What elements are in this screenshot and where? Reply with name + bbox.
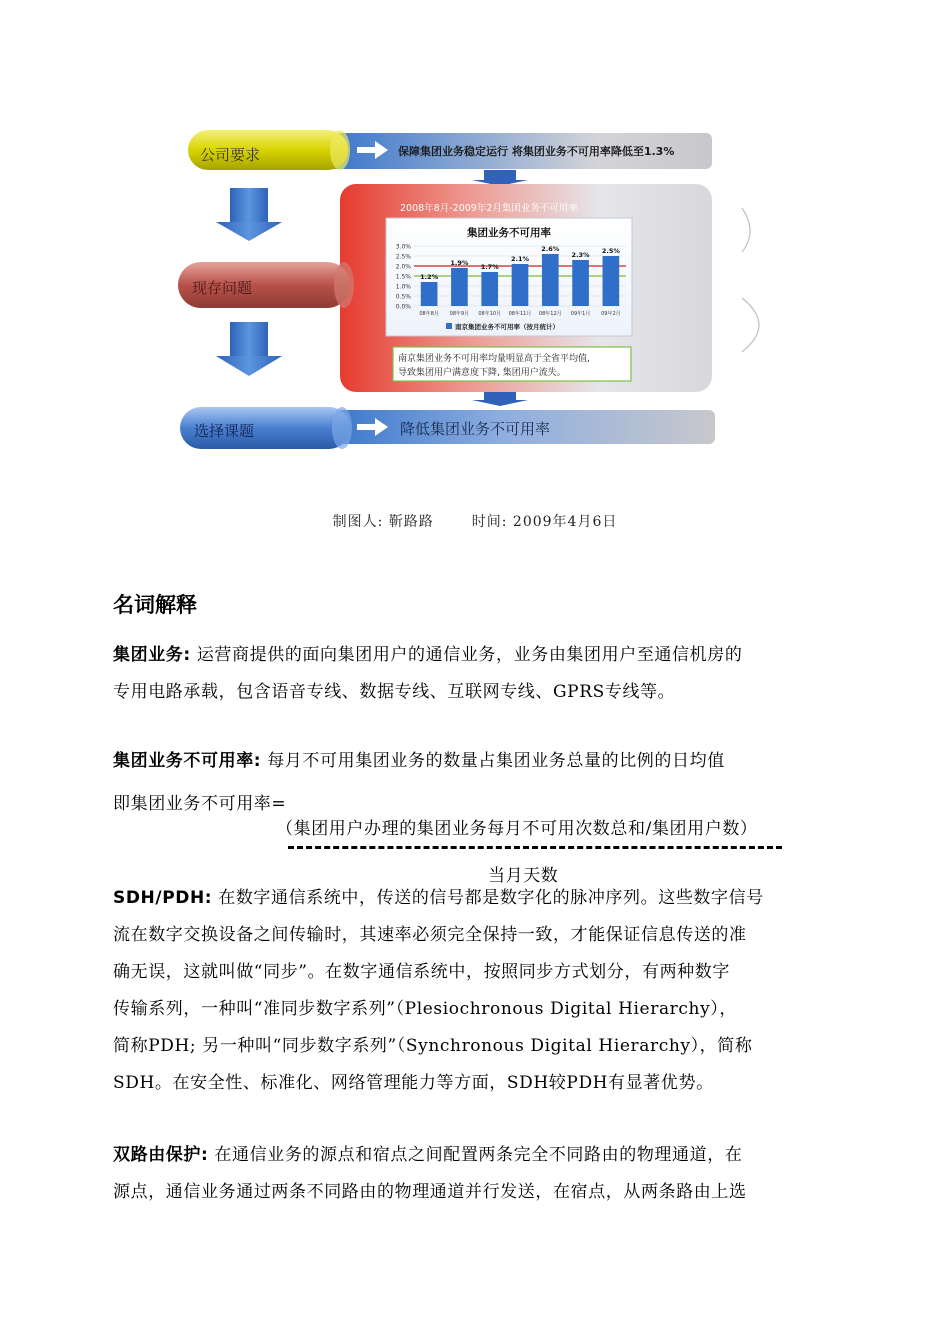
down-arrow-1-icon <box>216 188 282 241</box>
down-arrow-2-icon <box>216 322 282 376</box>
def3-line2: 流在数字交换设备之间传输时，其速率必须完全保持一致，才能保证信息传送的准 <box>113 925 747 945</box>
y-tick-label: 0.5% <box>395 293 411 301</box>
stage3-text: 降低集团业务不可用率 <box>400 420 551 438</box>
def3-line5: 简称PDH; 另一种叫“同步数字系列”（Synchronous Digital Hierarchy），简称 <box>113 1036 753 1056</box>
stage1-label: 公司要求 <box>200 146 261 164</box>
formula-numerator: （集团用户办理的集团业务每月不可用次数总和/集团用户数） <box>276 819 758 839</box>
x-tick-label: 09年2月 <box>601 311 621 317</box>
term-unavailability-rate: 集团业务不可用率: <box>113 751 262 771</box>
stage1-text: 保障集团业务稳定运行 将集团业务不可用率降低至1.3% <box>398 145 675 158</box>
formula-denominator: 当月天数 <box>488 866 559 886</box>
section-title: 名词解释 <box>113 593 197 617</box>
bar-value-label: 2.6% <box>541 245 560 253</box>
chart-bar <box>572 260 589 306</box>
chart-legend <box>446 322 559 331</box>
right-bracket-lower <box>742 298 759 352</box>
bar-value-label: 1.7% <box>480 263 499 271</box>
term-group-business: 集团业务: <box>113 645 191 665</box>
bar-value-label: 2.1% <box>510 255 530 263</box>
y-tick-label: 3.0% <box>395 243 411 251</box>
definition-sdh-pdh <box>113 880 813 1102</box>
chart-bar <box>542 254 559 306</box>
chart-bar <box>421 282 438 306</box>
unavailability-chart <box>386 218 632 336</box>
x-tick-label: 09年1月 <box>570 311 591 317</box>
def2-line1: 每月不可用集团业务的数量占集团业务总量的比例的日均值 <box>261 751 725 771</box>
bar-value-label: 1.2% <box>420 273 439 281</box>
def4-line2: 源点，通信业务通过两条不同路由的物理通道并行发送，在宿点，从两条路由上选 <box>113 1182 747 1202</box>
chart-title: 集团业务不可用率 <box>467 227 551 239</box>
definition-unavailability-rate <box>113 743 813 780</box>
bar-value-label: 2.3% <box>571 251 590 259</box>
y-tick-label: 1.0% <box>395 283 411 291</box>
y-tick-label: 2.5% <box>395 253 411 261</box>
y-tick-label: 1.5% <box>395 273 411 281</box>
term-sdh-pdh: SDH/PDH: <box>113 888 213 908</box>
chart-bar <box>451 268 468 306</box>
definition-group-business <box>113 637 813 711</box>
problem-flow-diagram <box>0 0 950 470</box>
formula-fraction-bar <box>288 846 782 849</box>
def3-line4: 传输系列，一种叫“准同步数字系列”（Plesiochronous Digital Hierarchy）， <box>113 999 737 1019</box>
def3-line1: 在数字通信系统中，传送的信号都是数字化的脉冲序列。这些数字信号 <box>218 888 764 908</box>
chart-bar <box>603 256 620 306</box>
down-arrow-small-2-icon <box>472 390 528 406</box>
x-tick-label: 08年12月 <box>538 311 562 317</box>
def1-line1: 运营商提供的面向集团用户的通信业务，业务由集团用户至通信机房的 <box>196 645 743 665</box>
right-bracket-upper <box>742 208 750 252</box>
def4-line1: 在通信业务的源点和宿点之间配置两条完全不同路由的物理通道，在 <box>214 1145 743 1165</box>
chart-bar <box>512 264 529 306</box>
legend-text: 南京集团业务不可用率（按月统计） <box>455 323 559 331</box>
y-tick-label: 2.0% <box>395 263 411 271</box>
def3-line6: SDH。在安全性、标准化、网络管理能力等方面，SDH较PDH有显著优势。 <box>113 1073 714 1093</box>
panel-title: 2008年8月-2009年2月集团业务不可用率 <box>400 203 578 214</box>
x-tick-label: 08年10月 <box>478 311 502 317</box>
definition-dual-route <box>113 1137 813 1211</box>
chart-bar <box>481 272 498 306</box>
figure-caption <box>0 511 950 531</box>
def2-line2: 即集团业务不可用率= <box>113 794 287 814</box>
x-tick-label: 08年11月 <box>508 311 532 317</box>
bar-value-label: 2.5% <box>601 247 620 255</box>
def3-line3: 确无误，这就叫做“同步”。在数字通信系统中，按照同步方式划分，有两种数字 <box>113 962 730 982</box>
def1-line2: 专用电路承载，包含语音专线、数据专线、互联网专线、GPRS专线等。 <box>113 682 676 702</box>
stage3-label: 选择课题 <box>194 422 255 440</box>
x-tick-label: 08年9月 <box>449 311 470 317</box>
stage2-label: 现存问题 <box>192 279 253 297</box>
note-line-2: 导致集团用户满意度下降, 集团用户流失。 <box>398 368 566 378</box>
caption-author: 制图人: 靳路路 <box>332 514 434 530</box>
y-tick-label: 0.0% <box>395 303 411 311</box>
legend-swatch <box>446 323 452 329</box>
down-arrow-small-1-icon <box>472 170 528 186</box>
caption-date: 时间: 2009年4月6日 <box>471 514 618 530</box>
note-line-1: 南京集团业务不可用率均量明显高于全省平均值, <box>398 354 590 364</box>
bar-value-label: 1.9% <box>450 259 469 267</box>
term-dual-route: 双路由保护: <box>113 1145 209 1165</box>
x-tick-label: 08年8月 <box>419 311 439 317</box>
